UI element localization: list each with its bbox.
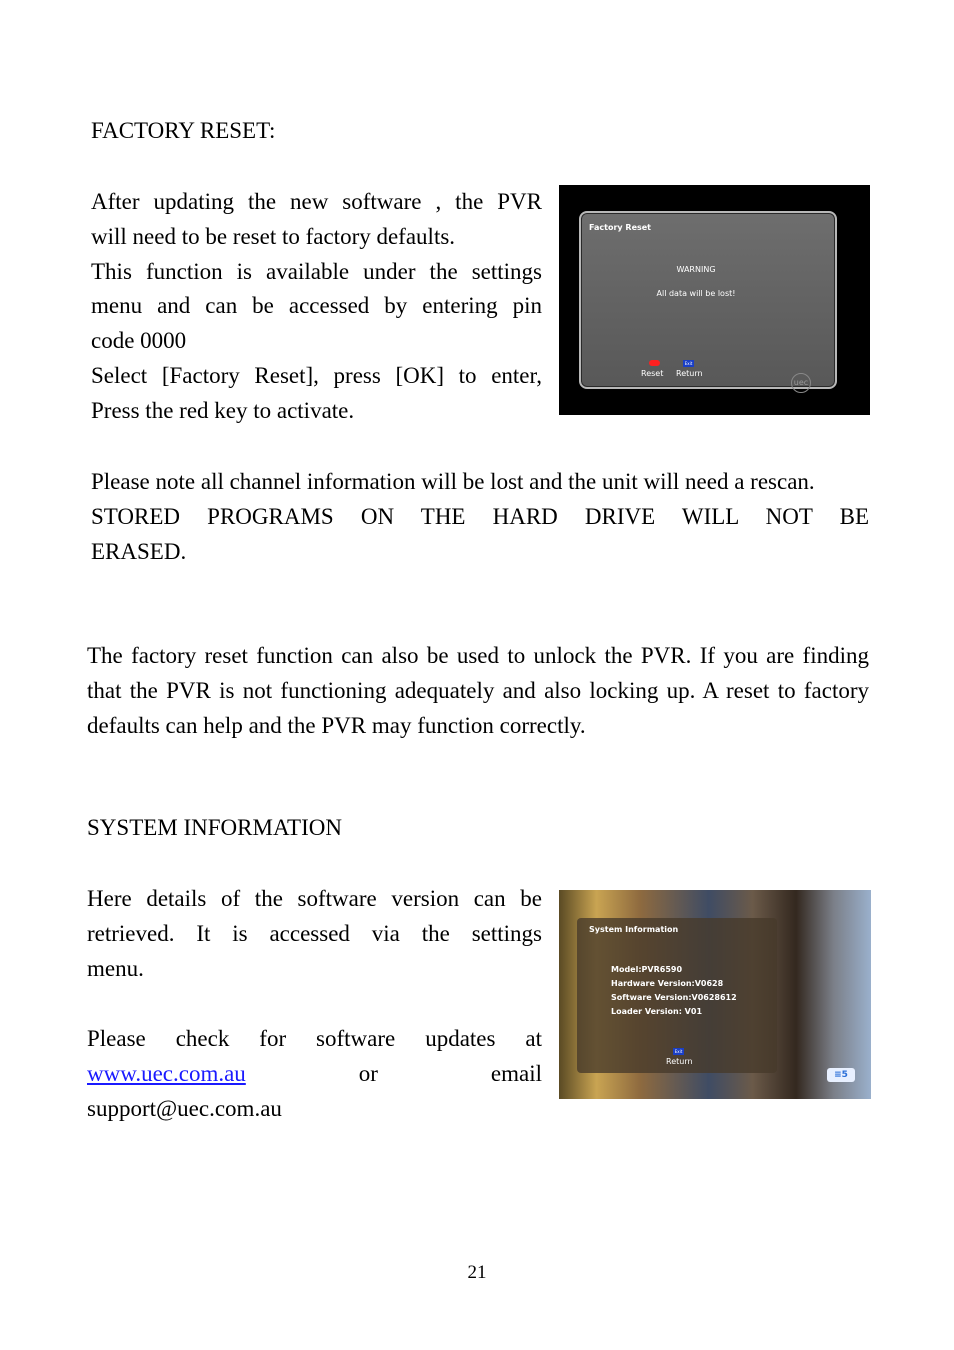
osd-info-title: System Information [589, 925, 679, 934]
channel-logo-icon: ≡5 [827, 1068, 855, 1082]
website-link[interactable]: www.uec.com.au [87, 1060, 246, 1086]
osd-warning-message: All data will be lost! [656, 289, 736, 298]
page-number: 21 [467, 1262, 487, 1283]
osd-software-line: Software Version:V0628612 [611, 993, 737, 1002]
check-updates-line: Please check for software updates at [87, 1026, 542, 1051]
factory-reset-intro [91, 185, 542, 429]
note-paragraph: Please note all channel information will be lost and the unit will need a rescan. [91, 469, 815, 494]
intro-line: Here details of the software version can be [87, 886, 542, 911]
system-information-screenshot [559, 890, 871, 1099]
factory-reset-heading: FACTORY RESET: [91, 118, 276, 143]
exit-key-icon: Exit [684, 361, 693, 366]
osd-hardware-line: Hardware Version:V0628 [611, 979, 724, 988]
osd-dialog-panel [579, 211, 837, 389]
osd-return-label: Return [676, 369, 703, 378]
intro-line: will need to be reset to factory defaults. [91, 223, 456, 249]
osd-loader-line: Loader Version: V01 [611, 1007, 703, 1016]
email-word: email [490, 1060, 542, 1086]
system-information-heading: SYSTEM INFORMATION [87, 815, 342, 840]
intro-line: code 0000 [91, 328, 187, 354]
or-word: or [358, 1060, 378, 1086]
website-line [87, 1057, 542, 1092]
warning-line: STORED PROGRAMS ON THE HARD DRIVE WILL NOT BE [91, 503, 869, 529]
channel-loss-note [91, 465, 869, 569]
uec-logo-icon: uec [791, 373, 811, 393]
intro-line: Select [Factory Reset], press [OK] to enter, [91, 362, 542, 388]
osd-return-label: Return [666, 1057, 693, 1066]
osd-warning-text: WARNING [676, 265, 716, 274]
intro-line: Press the red key to activate. [91, 397, 355, 423]
factory-reset-screenshot [559, 185, 870, 415]
intro-line: menu and can be accessed by entering pin [91, 293, 542, 319]
osd-dialog-title: Factory Reset [589, 223, 651, 232]
osd-reset-label: Reset [641, 369, 664, 378]
email-address: support@uec.com.au [87, 1095, 282, 1121]
unlock-paragraph: The factory reset function can also be used to unlock the PVR. If you are finding that the PVR is not functioning adequately and also locking up. A reset to factory defaults can help and the PVR may function correctly. [87, 643, 869, 738]
intro-line: menu. [87, 955, 144, 981]
intro-line: After updating the new software , the PVR [91, 189, 542, 214]
red-key-icon [649, 360, 660, 366]
intro-line: retrieved. It is accessed via the settings [87, 920, 542, 946]
intro-line: This function is available under the settings [91, 258, 542, 284]
software-update-info [87, 1022, 542, 1126]
warning-line-end: ERASED. [91, 538, 187, 564]
osd-model-line: Model:PVR6590 [611, 965, 683, 974]
system-info-intro [87, 882, 542, 986]
exit-key-icon: Exit [674, 1049, 683, 1054]
